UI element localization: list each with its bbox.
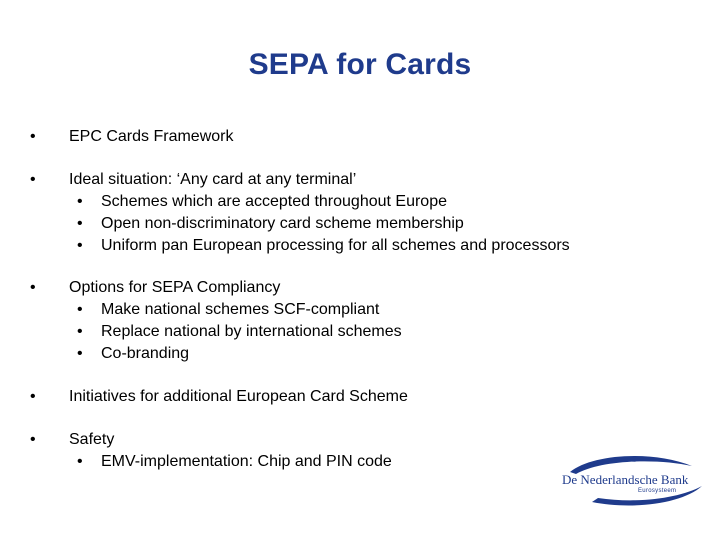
bullet-icon: •	[30, 279, 36, 296]
bullet-icon: •	[77, 193, 83, 210]
sub-item-text: Make national schemes SCF-compliant	[101, 301, 380, 318]
sub-item-text: Co-branding	[101, 345, 190, 362]
list-item-text: Safety	[69, 431, 115, 448]
bullet-icon: •	[77, 323, 83, 340]
list-item-text: Options for SEPA Compliancy	[69, 279, 281, 296]
sub-item-text: Uniform pan European processing for all schemes and processors	[101, 237, 570, 254]
list-item-text: Initiatives for additional European Card Scheme	[69, 388, 408, 405]
sub-item-text: EMV-implementation: Chip and PIN code	[101, 453, 392, 470]
list-item-text: EPC Cards Framework	[69, 128, 234, 145]
sub-item-text: Replace national by international schemes	[101, 323, 402, 340]
sub-item-text: Open non-discriminatory card scheme membership	[101, 215, 464, 232]
slide-title: SEPA for Cards	[248, 48, 472, 81]
bullet-icon: •	[77, 301, 83, 318]
bullet-icon: •	[30, 171, 36, 188]
bullet-icon: •	[30, 388, 36, 405]
logo-tagline: Eurosysteem	[638, 488, 677, 494]
bullet-icon: •	[77, 453, 83, 470]
sub-item-text: Schemes which are accepted throughout Europe	[101, 193, 447, 210]
bullet-icon: •	[77, 237, 83, 254]
bullet-icon: •	[30, 128, 36, 145]
list-item-text: Ideal situation: ‘Any card at any terminal’	[69, 171, 357, 188]
bullet-icon: •	[77, 345, 83, 362]
dnb-logo	[552, 452, 712, 508]
bullet-icon: •	[30, 431, 36, 448]
bullet-icon: •	[77, 215, 83, 232]
logo-name: De Nederlandsche Bank	[562, 472, 689, 487]
